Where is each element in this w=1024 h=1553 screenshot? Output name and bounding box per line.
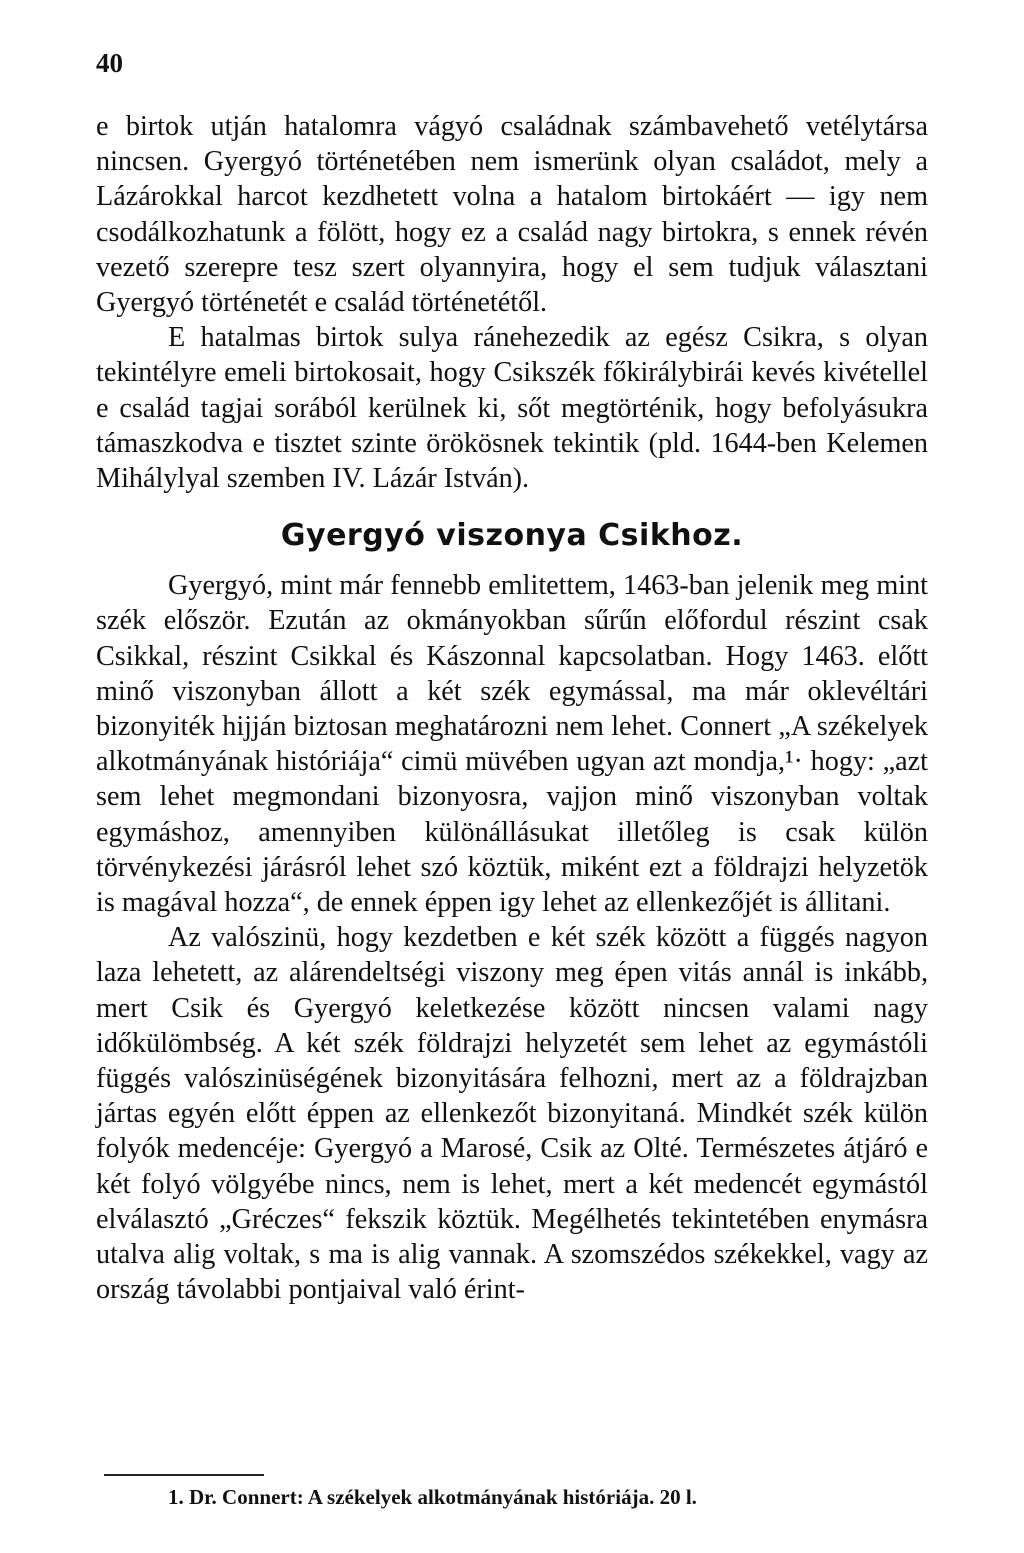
body-text (96, 109, 928, 1308)
paragraph: E hatalmas birtok sulya ránehezedik az egész Csikra, s olyan tekintélyre emeli birtokosait, hogy Csikszék főkirálybirái kevés kivétellel e család tagjai sorából kerülnek ki, sőt megtörténik, hogy befolyásukra támaszkodva e tisztet szinte örökösnek tekintik (pld. 1644-ben Kelemen Mihálylyal szemben IV. Lázár István). (96, 322, 928, 495)
paragraph: Az valószinü, hogy kezdetben e két szék között a függés nagyon laza lehetett, az alárendeltségi viszony meg épen vitás annál is inkább, mert Csik és Gyergyó keletkezése között nincsen valami nagy időkülömbség. A két szék földrajzi helyzetét sem lehet az egymástóli függés valószinüségének bizonyitására felhozni, mert az a földrajzban jártas egyén előtt éppen az ellenkezőt bizonyitaná. Mindkét szék külön folyók medencéje: Gyergyó a Marosé, Csik az Olté. Természetes átjáró e két folyó völgyébe nincs, nem is lehet, mert a két medencét egymástól elválasztó „Gréczes“ fekszik köztük. Megélhetés tekintetében enymásra utalva alig voltak, s ma is alig vannak. A szomszédos székekkel, vagy az ország távolabbi pontjaival való érint- (96, 922, 928, 1306)
footnote: 1. Dr. Connert: A székelyek alkotmányának históriája. 20 l. (168, 1485, 697, 1509)
page-number: 40 (96, 48, 123, 78)
paragraph: e birtok utján hatalomra vágyó családnak számbavehető vetélytársa nincsen. Gyergyó történetében nem ismerünk olyan családot, mely a Lázárokkal harcot kezdhetett volna a hatalom birtokáért — igy nem csodálkozhatunk a fölött, hogy ez a család nagy birtokra, s ennek révén vezető szerepre tesz szert olyannyira, hogy el sem tudjuk választani Gyergyó történetét e család történetétől. (96, 111, 928, 319)
section-heading: Gyergyó viszonya Csikhoz. (280, 518, 744, 554)
footnote-divider (104, 1474, 264, 1476)
paragraph: Gyergyó, mint már fennebb emlitettem, 1463-ban jelenik meg mint szék először. Ezután az okmányokban sűrűn előfordul részint csak Csikkal, részint Csikkal és Kászonnal kapcsolatban. Hogy 1463. előtt minő viszonyban állott a két szék egymással, ma már oklevéltári bizonyiték hijján biztosan meghatározni nem lehet. Connert „A székelyek alkotmányának históriája“ cimü müvében ugyan azt mondja,¹· hogy: „azt sem lehet megmondani bizonyosra, vajjon minő viszonyban voltak egymáshoz, amennyiben különállásukat illetőleg is csak külön törvénykezési járásról lehet szó köztük, miként ezt a földrajzi helyzetök is magával hozza“, de ennek éppen igy lehet az ellenkezőjét is állitani. (96, 570, 928, 919)
